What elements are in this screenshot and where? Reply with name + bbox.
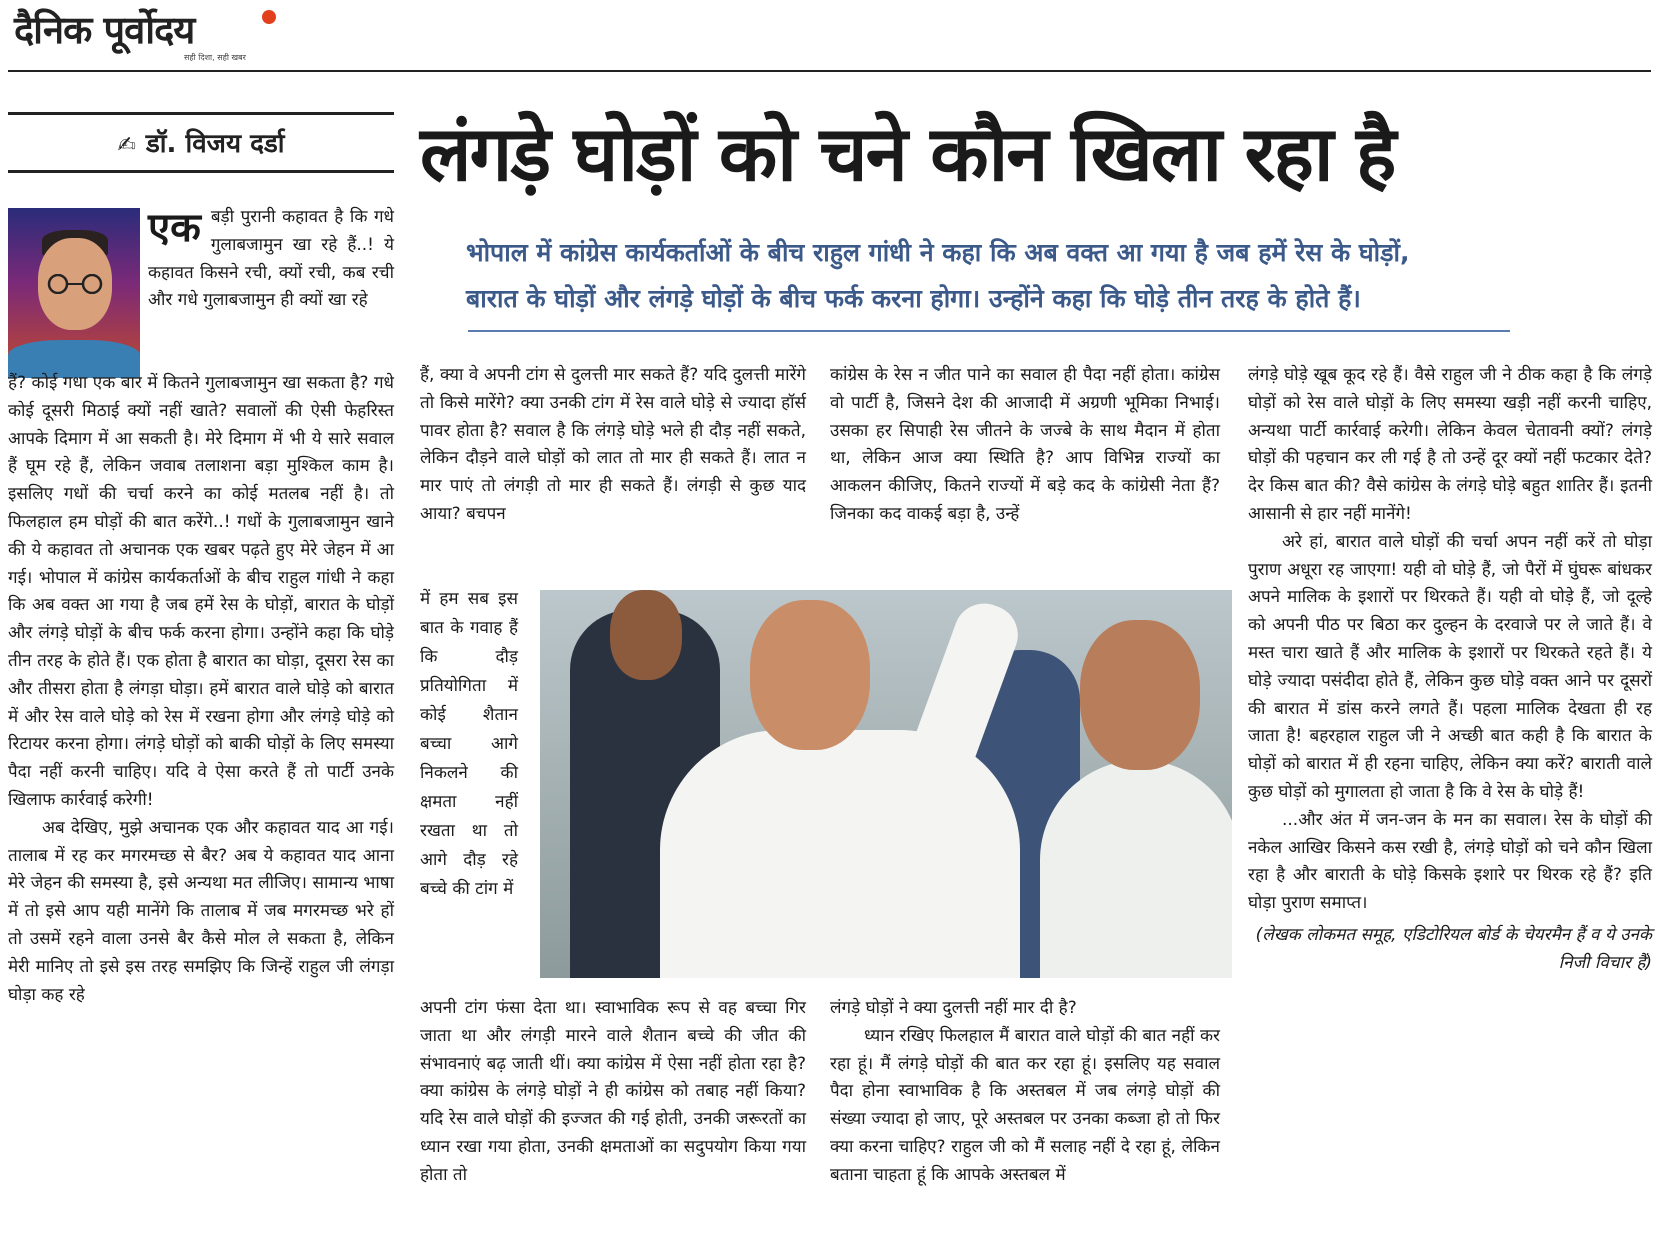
author-credit: (लेखक लोकमत समूह, एडिटोरियल बोर्ड के चेयरमैन हैं व ये उनके निजी विचार हैं): [1255, 924, 1652, 973]
masthead-tagline: सही दिशा, सही खबर: [184, 53, 246, 62]
deck-line: भोपाल में कांग्रेस कार्यकर्ताओं के बीच राहुल गांधी ने कहा कि अब वक्त आ गया है जब हमें रेस के घोड़ों,: [466, 238, 1410, 267]
pen-icon: ✍: [117, 133, 136, 158]
column-2-top: हैं, क्या वे अपनी टांग से दुलत्ती मार सकते हैं? यदि दुलत्ती मारेंगे तो किसे मारेंगे? क्या उनकी टांग में रेस वाले घोड़े से ज्यादा हॉर्स पावर होता है? सवाल है कि लंगड़े घोड़े भले ही दौड़ नहीं सकते, लेकिन दौड़ने वाले घोड़ों को लात तो मार ही सकते हैं। लात न मार पाएं तो लंगड़ी तो मार ही सकते हैं। लंगड़ी से कुछ याद आया? बचपन: [420, 365, 806, 524]
column-4: [1248, 362, 1652, 978]
byline-bottom-rule: [8, 170, 394, 173]
author-name: डॉ. विजय दर्डा: [145, 129, 285, 159]
column-1: [8, 370, 394, 1009]
column-3-top: कांग्रेस के रेस न जीत पाने का सवाल ही पैदा नहीं होता। कांग्रेस वो पार्टी है, जिसने देश की आजादी में अग्रणी भूमिका निभाई। उसका हर सिपाही रेस जीतने के जज्बे के साथ मैदान में होता था, लेकिन आज क्या स्थिति है? आप विभिन्न राज्यों का आकलन कीजिए, कितने राज्यों में बड़े कद के कांग्रेसी नेता हैं? जिनका कद वाकई बड़ा है, उन्हें: [830, 365, 1220, 524]
column-1-intro: [148, 204, 394, 315]
byline: [8, 124, 394, 160]
paragraph: अब देखिए, मुझे अचानक एक और कहावत याद आ गई। तालाब में रह कर मगरमच्छ से बैर? अब ये कहावत याद आना मेरे जेहन की समस्या है, इसे अन्यथा मत लीजिए। सामान्य भाषा में तो इसे आप यही मानेंगे कि तालाब में जब मगरमच्छ भरे हों तो उसमें रहने वाला उनसे बैर कैसे मोल ले सकता है, लेकिन मेरी मानिए तो इसे इस तरह समझिए कि जिन्हें राहुल जी लंगड़ा घोड़ा कह रहे: [8, 817, 394, 1005]
column-2-side: में हम सब इस बात के गवाह हैं कि दौड़ प्रतियोगिता में कोई शैतान बच्चा आगे निकलने की क्षमता नहीं रखता था तो आगे दौड़ रहे बच्चे की टांग में: [420, 589, 518, 899]
deck-underline: [468, 330, 1510, 332]
masthead-divider: [8, 70, 1651, 72]
paragraph: अरे हां, बारात वाले घोड़ों की चर्चा अपन नहीं करें तो घोड़ा पुराण अधूरा रह जाएगा! यही वो घोड़े हैं, जो पैरों में घुंघरू बांधकर अपने मालिक के इशारों पर थिरकते हैं। यही वो घोड़े हैं, जो दूल्हे को अपनी पीठ पर बिठा कर दुल्हन के दरवाजे पर ले जाते हैं। वे मस्त चारा खाते हैं और मालिक के इशारों पर थिरकते रहते हैं। ये घोड़े ज्यादा पसंदीदा होते हैं, लेकिन कुछ घोड़े वक्त आने पर दूसरों की बारात में डांस करने लगते हैं। पहला मालिक देखता ही रह जाता है! बहरहाल राहुल जी ने अच्छी बात कही है कि बारात के घोड़ों को बारात में ही रहना चाहिए, लेकिन क्या करें? बाराती वाले कुछ घोड़ों को मुगालता हो जाता है कि वे रेस के घोड़े हैं!: [1248, 531, 1652, 802]
paragraph: ...और अंत में जन-जन के मन का सवाल। रेस के घोड़ों की नकेल आखिर किसने कस रखी है, लंगड़े घोड़ों को चने कौन खिला रहा है और बाराती के घोड़े किसके इशारे पर थिरक रहे हैं? इति घोड़ा पुराण समाप्त।: [1248, 809, 1652, 914]
author-photo: [8, 208, 140, 378]
paragraph: ध्यान रखिए फिलहाल मैं बारात वाले घोड़ों की बात नहीं कर रहा हूं। मैं लंगड़े घोड़ों की बात कर रहा हूं। इसलिए यह सवाल पैदा होना स्वाभाविक है कि अस्तबल में जब लंगड़े घोड़ों की संख्या ज्यादा हो जाए, पूरे अस्तबल पर उनका कब्जा हो तो फिर क्या करना चाहिए? राहुल जी को मैं सलाह नहीं दे रहा हूं, लेकिन बताना चाहता हूं कि आपके अस्तबल में: [830, 1025, 1220, 1185]
deck-line: बारात के घोड़ों और लंगड़े घोड़ों के बीच फर्क करना होगा। उन्होंने कहा कि घोड़े तीन तरह के होते हैं।: [466, 284, 1361, 313]
intro-text: बड़ी पुरानी कहावत है कि गधे गुलाबजामुन खा रहे हैं..! ये कहावत किसने रची, क्यों रची, कब रची और गधे गुलाबजामुन ही क्यों खा रहे: [148, 207, 394, 311]
column-2-bottom: अपनी टांग फंसा देता था। स्वाभाविक रूप से वह बच्चा गिर जाता था और लंगड़ी मारने वाले शैतान बच्चे की जीत की संभावनाएं बढ़ जाती थीं। क्या कांग्रेस में ऐसा नहीं होता रहा है? क्या कांग्रेस के लंगड़े घोड़ों ने ही कांग्रेस को तबाह नहीं किया? यदि रेस वाले घोड़ों की इज्जत की गई होती, उनकी जरूरतों का ध्यान रखा गया होता, उनकी क्षमताओं का सदुपयोग किया गया होता तो: [420, 998, 806, 1185]
paragraph: लंगड़े घोड़ों ने क्या दुलत्ती नहीं मार दी है?: [830, 998, 1077, 1018]
drop-cap: एक: [148, 205, 201, 251]
logo-dot-icon: [262, 10, 276, 24]
paragraph: लंगड़े घोड़े खूब कूद रहे हैं। वैसे राहुल जी ने ठीक कहा है कि लंगड़े घोड़ों को रेस वाले घोड़ों के लिए समस्या खड़ी नहीं करनी चाहिए, अन्यथा पार्टी कार्रवाई करेगी। लेकिन केवल चेतावनी क्यों? लंगड़े घोड़ों की पहचान कर ली गई है तो उन्हें दूर क्यों नहीं फटकार देते? देर किस बात की? वैसे कांग्रेस के लंगड़े घोड़े बहुत शातिर हैं। इतनी आसानी से हार नहीं मानेंगे!: [1248, 365, 1652, 524]
article-headline: लंगड़े घोड़ों को चने कौन खिला रहा है: [420, 109, 1395, 198]
masthead-logo: दैनिक पूर्वोदय: [14, 8, 195, 52]
article-deck: [466, 230, 1626, 322]
column-3-bottom: [830, 995, 1220, 1190]
byline-top-rule: [8, 112, 394, 115]
paragraph: हैं? कोई गधा एक बार में कितने गुलाबजामुन खा सकता है? गधे कोई दूसरी मिठाई क्यों नहीं खाते? सवालों की ऐसी फेहरिस्त आपके दिमाग में आ सकती है। मेरे दिमाग में भी ये सारे सवाल हैं घूम रहे हैं, लेकिन जवाब तलाशना बड़ा मुश्किल काम है। इसलिए गधों की चर्चा करने का कोई मतलब नहीं है। तो फिलहाल हम घोड़ों की बात करेंगे..! गधों के गुलाबजामुन खाने की ये कहावत तो अचानक एक खबर पढ़ते हुए मेरे जेहन में आ गई। भोपाल में कांग्रेस कार्यकर्ताओं के बीच राहुल गांधी ने कहा कि अब वक्त आ गया है जब हमें रेस के घोड़ों, बारात के घोड़ों और लंगड़े घोड़ों के बीच फर्क करना होगा। उन्होंने कहा कि घोड़े तीन तरह के होते हैं। एक होता है बारात का घोड़ा, दूसरा रेस का और तीसरा होता है लंगड़ा घोड़ा। हमें बारात वाले घोड़े को बारात में और रेस वाले घोड़े को रेस में रखना होगा और लंगड़े घोड़े को रिटायर करना होगा। लंगड़े घोड़ों को बाकी घोड़ों के लिए समस्या पैदा नहीं करनी चाहिए। यदि वे ऐसा करते हैं तो पार्टी उनके खिलाफ कार्रवाई करेगी!: [8, 373, 394, 810]
news-photo: [540, 590, 1232, 978]
